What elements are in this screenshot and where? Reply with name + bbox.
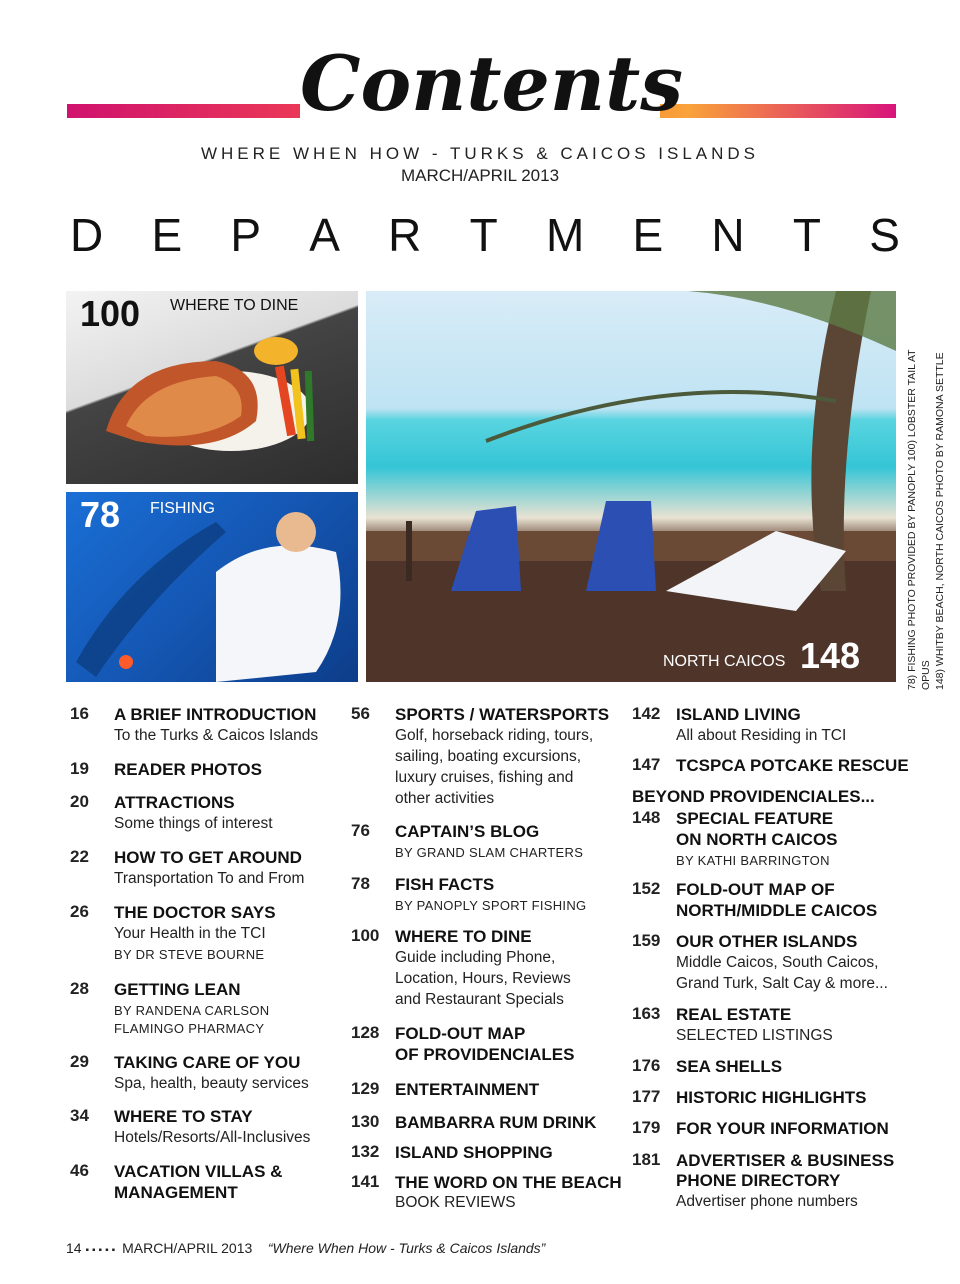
- dine-page-number-badge: [80, 293, 140, 335]
- toc-description: Grand Turk, Salt Cay & more...: [676, 975, 888, 992]
- toc-description: To the Turks & Caicos Islands: [114, 727, 319, 744]
- photo-credit-line: 78) FISHING PHOTO PROVIDED BY PANOPLY 100) LOBSTER TAIL AT OPUS: [906, 349, 932, 690]
- toc-description: Middle Caicos, South Caicos,: [676, 954, 879, 971]
- toc-page-number: 22: [70, 847, 89, 866]
- toc-page-number: 76: [351, 821, 370, 840]
- section-letter: E: [632, 209, 664, 261]
- toc-page-number: 179: [632, 1118, 661, 1137]
- toc-title: ISLAND LIVING: [676, 705, 801, 724]
- toc-page-number: 129: [351, 1079, 380, 1098]
- toc-description: BOOK REVIEWS: [395, 1194, 516, 1211]
- toc-description: Some things of interest: [114, 815, 273, 832]
- section-letter: A: [309, 209, 340, 261]
- beach-page-number-badge: [800, 635, 860, 677]
- toc-page-number: 78: [351, 874, 370, 893]
- toc-page-number: 152: [632, 879, 661, 898]
- section-letter: S: [869, 209, 900, 261]
- toc-title: VACATION VILLAS &: [114, 1162, 283, 1181]
- beach-illustration: [366, 291, 896, 682]
- toc-byline: BY RANDENA CARLSON: [114, 1003, 270, 1018]
- page-footer: [66, 1240, 545, 1256]
- toc-title: SEA SHELLS: [676, 1057, 783, 1076]
- toc-title: READER PHOTOS: [114, 760, 262, 779]
- section-letter: N: [711, 209, 745, 261]
- section-letter: T: [469, 209, 498, 261]
- fishing-page-number: 78: [80, 494, 121, 535]
- toc-title: ADVERTISER & BUSINESS: [676, 1151, 895, 1170]
- toc-title-continued: MANAGEMENT: [114, 1183, 238, 1202]
- toc-page-number: 20: [70, 792, 89, 811]
- toc-title: REAL ESTATE: [676, 1005, 792, 1024]
- section-letter: T: [792, 209, 821, 261]
- toc-description: Spa, health, beauty services: [114, 1075, 309, 1092]
- section-letter: E: [151, 209, 183, 261]
- toc-page-number: 163: [632, 1004, 661, 1023]
- toc-title-map-word: MAP: [768, 880, 807, 899]
- toc-title-continued: PHONE DIRECTORY: [676, 1171, 841, 1190]
- photo-credits: [905, 330, 946, 690]
- toc-description: Advertiser phone numbers: [676, 1193, 858, 1210]
- footer-separator-dots: ▪▪▪▪▪: [85, 1245, 119, 1256]
- toc-description: SELECTED LISTINGS: [676, 1027, 833, 1044]
- toc-title: BAMBARRA RUM DRINK: [395, 1113, 597, 1132]
- toc-description: All about Residing in TCI: [676, 727, 847, 744]
- section-letter: P: [230, 209, 262, 261]
- toc-byline: FLAMINGO PHARMACY: [114, 1021, 265, 1036]
- toc-description: Guide including Phone,: [395, 949, 556, 966]
- toc-byline: BY GRAND SLAM CHARTERS: [395, 845, 584, 860]
- toc-description: Golf, horseback riding, tours,: [395, 727, 594, 744]
- toc-title: [395, 1023, 635, 1044]
- toc-description: and Restaurant Specials: [395, 991, 564, 1008]
- section-heading: [70, 208, 900, 262]
- magazine-subtitle: WHERE WHEN HOW - TURKS & CAICOS ISLANDS: [200, 144, 760, 163]
- toc-page-number: 159: [632, 931, 661, 950]
- toc-page-number: 177: [632, 1087, 661, 1106]
- toc-page-number: 148: [632, 808, 661, 827]
- toc-description: sailing, boating excursions,: [395, 748, 582, 765]
- toc-title: ENTERTAINMENT: [395, 1080, 540, 1099]
- toc-title: HISTORIC HIGHLIGHTS: [676, 1088, 867, 1107]
- toc-description: Location, Hours, Reviews: [395, 970, 571, 987]
- toc-title-prefix: FOLD-OUT: [395, 1024, 488, 1043]
- beach-photo-label: NORTH CAICOS: [663, 653, 786, 670]
- toc-page-number: 29: [70, 1052, 89, 1071]
- photo-credit-line: 148) WHITBY BEACH, NORTH CAICOS PHOTO BY RAMONA SETTLE: [934, 352, 946, 690]
- toc-page-number: 19: [70, 759, 89, 778]
- toc-title: OUR OTHER ISLANDS: [676, 932, 858, 951]
- toc-page-number: 130: [351, 1112, 380, 1131]
- toc-title: THE DOCTOR SAYS: [114, 903, 276, 922]
- toc-byline: BY PANOPLY SPORT FISHING: [395, 898, 587, 913]
- toc-title: SPECIAL FEATURE: [676, 809, 834, 828]
- section-letter: R: [388, 209, 422, 261]
- section-letter: M: [545, 209, 585, 261]
- toc-page-number: 16: [70, 704, 89, 723]
- beach-page-number: 148: [800, 635, 861, 676]
- footer-issue: MARCH/APRIL 2013: [122, 1240, 253, 1256]
- toc-title: THE WORD ON THE BEACH: [395, 1173, 622, 1192]
- toc-title: ATTRACTIONS: [114, 793, 235, 812]
- section-letter: D: [70, 209, 104, 261]
- toc-title-continued: ON NORTH CAICOS: [676, 830, 838, 849]
- toc-title: [676, 879, 916, 900]
- lobster-dinner-photo: [66, 291, 358, 484]
- toc-title: ISLAND SHOPPING: [395, 1143, 553, 1162]
- toc-title: FISH FACTS: [395, 875, 495, 894]
- toc-page-number: 176: [632, 1056, 661, 1075]
- fishing-page-number-badge: [80, 494, 120, 536]
- north-caicos-beach-photo: [366, 291, 896, 682]
- toc-description: Transportation To and From: [114, 870, 305, 887]
- toc-title: SPORTS / WATERSPORTS: [395, 705, 610, 724]
- page-title: Contents: [300, 39, 684, 128]
- toc-page-number: 181: [632, 1150, 661, 1169]
- toc-description: Hotels/Resorts/All-Inclusives: [114, 1129, 311, 1146]
- toc-title: A BRIEF INTRODUCTION: [114, 705, 317, 724]
- toc-page-number: 142: [632, 704, 661, 723]
- toc-page-number: 128: [351, 1023, 380, 1042]
- dine-photo-label: WHERE TO DINE: [170, 297, 299, 314]
- toc-page-number: 141: [351, 1172, 380, 1191]
- fishing-photo: [66, 492, 358, 682]
- toc-title-continued: OF PROVIDENCIALES: [395, 1045, 575, 1064]
- toc-page-number: 147: [632, 755, 661, 774]
- footer-page-number: 14: [66, 1240, 82, 1256]
- toc-page-number: 100: [351, 926, 380, 945]
- toc-title-map-word: MAP: [487, 1024, 526, 1043]
- toc-description: Your Health in the TCI: [114, 925, 266, 942]
- toc-title: TAKING CARE OF YOU: [114, 1053, 301, 1072]
- toc-byline: BY DR STEVE BOURNE: [114, 947, 265, 962]
- toc-title-prefix: FOLD-OUT: [676, 880, 769, 899]
- dine-page-number: 100: [80, 293, 141, 334]
- toc-title: CAPTAIN’S BLOG: [395, 822, 540, 841]
- toc-page-number: 28: [70, 979, 89, 998]
- toc-page-number: 132: [351, 1142, 380, 1161]
- footer-tagline: “Where When How - Turks & Caicos Islands”: [267, 1240, 546, 1256]
- toc-title: FOR YOUR INFORMATION: [676, 1119, 889, 1138]
- toc-title-suffix: OF: [806, 880, 835, 899]
- fishing-photo-label: FISHING: [150, 500, 215, 517]
- issue-date: MARCH/APRIL 2013: [400, 166, 560, 185]
- toc-title: WHERE TO DINE: [395, 927, 532, 946]
- toc-byline: BY KATHI BARRINGTON: [676, 853, 830, 868]
- toc-page-number: 56: [351, 704, 370, 723]
- toc-description: luxury cruises, fishing and: [395, 769, 574, 786]
- toc-title: HOW TO GET AROUND: [114, 848, 302, 867]
- toc-subsection-heading: BEYOND PROVIDENCIALES...: [632, 787, 875, 806]
- toc-page-number: 26: [70, 902, 89, 921]
- toc-title: GETTING LEAN: [114, 980, 241, 999]
- toc-title-continued: NORTH/MIDDLE CAICOS: [676, 901, 878, 920]
- toc-page-number: 46: [70, 1161, 89, 1180]
- toc-title: TCSPCA POTCAKE RESCUE: [676, 756, 909, 775]
- toc-description: other activities: [395, 790, 495, 807]
- toc-title: WHERE TO STAY: [114, 1107, 253, 1126]
- toc-page-number: 34: [70, 1106, 89, 1125]
